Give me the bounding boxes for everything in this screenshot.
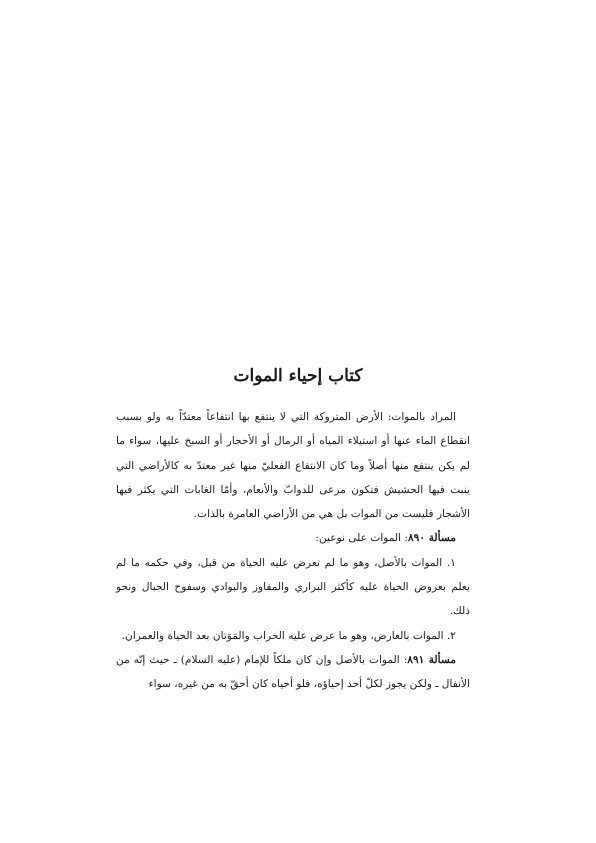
paragraph-text: المراد بالموات: الأرض المتروكة التي لا ينتفع بها انتفاعاً معتدّاً به ولو بسبب انقطاع الماء عنها أو استيلاء المياه أو الرمال أو الأحجار أو السبخ عليها، سواء ما لم يكن ينتفع منها أصلاً وما كان الانتفاع الفعليّ منها غير معتدّ به كالأراضي التي ينبت فيها الحشيش فتكون مرعى للدوابّ والأنعام، وأمّا الغابات التي يكثر فيها الأشجار فليست من الموات بل هي من الأراضي العامرة بالذات. — [116, 411, 470, 521]
paragraph-type-1 — [116, 551, 470, 624]
issue-number-label: مسألة ٨٩٠ — [407, 532, 456, 545]
paragraph-text: : الموات على نوعين: — [315, 532, 408, 545]
issue-number-label: مسألة ٨٩١ — [407, 653, 457, 666]
paragraph-text: ١. الموات بالأصل، وهو ما لم تعرض عليه الحياة من قبل، وفي حكمه ما لم يعلم بعروض الحياة عليه كأكثر البراري والمفاوز والبوادي وسفوح الجبال ونحو ذلك. — [116, 556, 470, 618]
paragraph-issue-891 — [116, 648, 470, 697]
body-text — [116, 405, 470, 697]
paragraph-issue-890 — [116, 526, 470, 550]
paragraph-definition — [116, 405, 470, 526]
paragraph-text: ٢. الموات بالعارض، وهو ما عرض عليه الخراب والمَوَتان بعد الحياة والعمران. — [121, 629, 456, 642]
paragraph-text: : الموات بالأصل وإن كان ملكاً للإمام (عليه السلام) ـ حيث إنّه من الأنفال ـ ولكن يجوز لكلّ أحد إحياؤه، فلو أحياه كان أحقّ به من غيره، سواء — [116, 653, 470, 691]
paragraph-type-2 — [116, 624, 470, 648]
chapter-title: كتاب إحياء الموات — [233, 366, 363, 386]
